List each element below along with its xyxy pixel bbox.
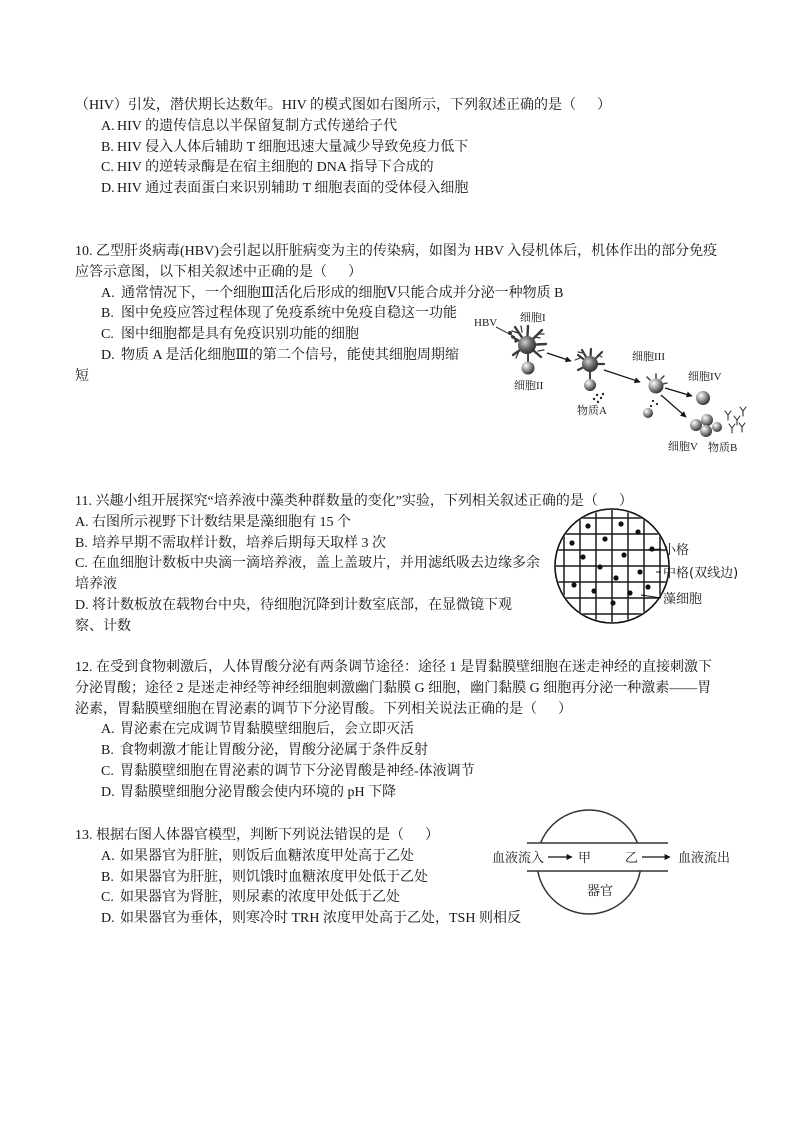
option-label: D. <box>101 911 115 927</box>
question-stem-line-1: 10. 乙型肝炎病毒(HBV)会引起以肝脏病变为主的传染病，如图为 HBV 入侵机体后，机体作出的部分免疫 <box>75 244 718 259</box>
question-stem-line-1: 12. 在受到食物刺激后，人体胃酸分泌有两条调节途径：途径 1 是胃黏膜壁细胞在迷走神经的直接刺激下 <box>75 660 712 675</box>
question-9 <box>75 96 611 200</box>
option-text: 培养早期不需取样计数，培养后期每天取样 3 次 <box>92 535 386 551</box>
option-a <box>75 847 521 868</box>
label-cell-4: 细胞IV <box>688 371 722 383</box>
algae-cell <box>591 588 596 593</box>
option-label: B. <box>101 869 114 885</box>
option-label: D. <box>101 347 115 363</box>
algae-cell <box>602 536 607 541</box>
option-a <box>75 720 712 741</box>
option-label: C. <box>101 327 114 343</box>
option-c <box>75 158 611 179</box>
option-text: HIV 的遗传信息以半保留复制方式传递给子代 <box>117 118 398 134</box>
option-text: 通常情况下，一个细胞Ⅲ活化后形成的细胞Ⅴ只能合成并分泌一种物质 B <box>121 285 564 301</box>
algae-cell <box>571 582 576 587</box>
question-stem-line-3: 泌素，胃黏膜壁细胞在胃泌素的调节下分泌胃酸。下列相关说法正确的是（ ） <box>75 701 572 717</box>
algae-cell <box>618 521 623 526</box>
label-cell-3: 细胞III <box>632 351 665 363</box>
option-text: 将计数板放在载物台中央，待细胞沉降到计数室底部，在显微镜下观 <box>92 597 512 613</box>
label-point-jia: 甲 <box>578 850 592 865</box>
label-substance-b: 物质B <box>708 442 738 454</box>
option-label: A. <box>75 514 89 530</box>
option-c <box>75 762 712 783</box>
option-c <box>75 888 521 909</box>
substance-a-molecules <box>593 393 604 403</box>
question-stem-line-2: 分泌胃酸；途径 2 是迷走神经等神经细胞刺激幽门黏膜 G 细胞，幽门黏膜 G 细胞再分泌一种激素——胃 <box>75 680 712 696</box>
option-d <box>75 179 611 200</box>
algae-cell <box>585 523 590 528</box>
label-substance-a: 物质A <box>577 405 607 417</box>
algae-cell <box>635 529 640 534</box>
option-text: 如果器官为肾脏，则尿素的浓度甲处低于乙处 <box>120 890 400 906</box>
algae-cell <box>627 590 632 595</box>
label-point-yi: 乙 <box>625 850 639 865</box>
option-text: 如果器官为垂体，则寒冷时 TRH 浓度甲处高于乙处，TSH 则相反 <box>120 911 521 927</box>
option-c-continuation: 培养液 <box>75 577 117 593</box>
label-hbv: HBV <box>474 317 498 329</box>
option-d-continuation: 短 <box>75 368 89 384</box>
option-text: 如果器官为肝脏，则饭后血糖浓度甲处高于乙处 <box>120 848 414 864</box>
cell-5-cluster <box>690 414 722 437</box>
option-label: D. <box>75 597 89 613</box>
question-13 <box>75 826 521 930</box>
question-stem: 11. 兴趣小组开展探究“培养液中藻类种群数量的变化”实验，下列相关叙述正确的是（ ） <box>75 494 633 509</box>
label-organ: 器官 <box>586 883 614 898</box>
option-text: 图中细胞都是具有免疫识别功能的细胞 <box>121 327 359 343</box>
option-d-continuation: 察、计数 <box>75 618 131 634</box>
algae-cell <box>637 569 642 574</box>
option-text: 右图所示视野下计数结果是藻细胞有 15 个 <box>92 514 351 530</box>
option-label: A. <box>101 848 115 864</box>
label-blood-inflow: 血液流入 <box>492 850 545 865</box>
label-small-square: 小格 <box>663 543 690 558</box>
option-b <box>75 868 521 889</box>
option-label: C. <box>75 556 88 572</box>
cell-4 <box>696 391 710 405</box>
algae-cell <box>613 575 618 580</box>
label-cell-2: 细胞II <box>514 380 544 392</box>
option-b <box>75 138 611 159</box>
virus-pointer-line <box>496 327 515 337</box>
hemocytometer-field-diagram <box>550 505 785 627</box>
option-label: D. <box>101 784 115 800</box>
option-label: B. <box>101 743 114 759</box>
option-text: 胃黏膜壁细胞分泌胃酸会使内环境的 pH 下降 <box>120 784 397 800</box>
option-text: 胃泌素在完成调节胃黏膜壁细胞后，会立即灭活 <box>120 722 414 738</box>
option-d <box>75 909 521 930</box>
question-stem: 13. 根据右图人体器官模型，判断下列说法错误的是（ ） <box>75 828 439 843</box>
option-text: 图中免疫应答过程体现了免疫系统中免疫自稳这一功能 <box>121 306 457 322</box>
question-stem: （HIV）引发，潜伏期长达数年。HIV 的模式图如右图所示，下列叙述正确的是（ ） <box>75 98 612 113</box>
option-label: C. <box>101 763 114 779</box>
option-label: B. <box>101 139 114 155</box>
option-a <box>75 117 611 138</box>
option-b <box>75 741 712 762</box>
label-blood-outflow: 血液流出 <box>678 850 731 865</box>
algae-cell <box>645 584 650 589</box>
organ-blood-flow-diagram <box>488 800 778 918</box>
cell-2 <box>522 362 535 375</box>
label-algae-cell: 藻细胞 <box>663 592 703 607</box>
question-stem-line-2: 应答示意图，以下相关叙述中正确的是（ ） <box>75 264 362 280</box>
algae-cell <box>621 552 626 557</box>
cell-3-secretions <box>650 400 658 407</box>
substance-b-antibodies <box>725 407 746 433</box>
label-medium-square: 中格(双线边) <box>663 566 739 581</box>
algae-cell <box>597 564 602 569</box>
arrow-to-cell-4 <box>665 388 692 396</box>
label-cell-1: 细胞I <box>520 312 546 324</box>
arrow-to-cell-3 <box>604 370 640 382</box>
algae-cell <box>580 554 585 559</box>
option-label: B. <box>75 535 88 551</box>
arrow-to-helper-cell <box>547 353 571 361</box>
option-text: 食物刺激才能让胃酸分泌，胃酸分泌属于条件反射 <box>120 743 428 759</box>
arrow-to-cell-5 <box>661 395 686 417</box>
option-label: B. <box>101 306 114 322</box>
question-12 <box>75 658 712 804</box>
option-text: HIV 的逆转录酶是在宿主细胞的 DNA 指导下合成的 <box>117 160 434 176</box>
label-cell-5: 细胞V <box>668 441 698 453</box>
option-label: A. <box>101 118 115 134</box>
option-text: 如果器官为肝脏，则饥饿时血糖浓度甲处低于乙处 <box>120 869 428 885</box>
option-text: 在血细胞计数板中央滴一滴培养液，盖上盖玻片，并用滤纸吸去边缘多余 <box>92 556 540 572</box>
option-label: A. <box>101 722 115 738</box>
hbv-immune-response-diagram <box>470 300 770 460</box>
option-label: C. <box>101 890 114 906</box>
option-text: HIV 侵入人体后辅助 T 细胞迅速大量减少导致免疫力低下 <box>117 139 469 155</box>
cell-3 <box>647 374 667 394</box>
option-label: D. <box>101 181 115 197</box>
option-text: 物质 A 是活化细胞Ⅲ的第二个信号，能使其细胞周期缩 <box>121 347 459 363</box>
small-cell <box>643 408 653 418</box>
option-text: HIV 通过表面蛋白来识别辅助 T 细胞表面的受体侵入细胞 <box>117 181 469 197</box>
algae-cell <box>610 600 615 605</box>
algae-cell <box>569 540 574 545</box>
option-label: C. <box>101 160 114 176</box>
option-label: A. <box>101 285 115 301</box>
counting-grid <box>550 505 674 627</box>
helper-cell <box>575 349 604 391</box>
option-text: 胃黏膜壁细胞在胃泌素的调节下分泌胃酸是神经-体液调节 <box>120 763 475 779</box>
